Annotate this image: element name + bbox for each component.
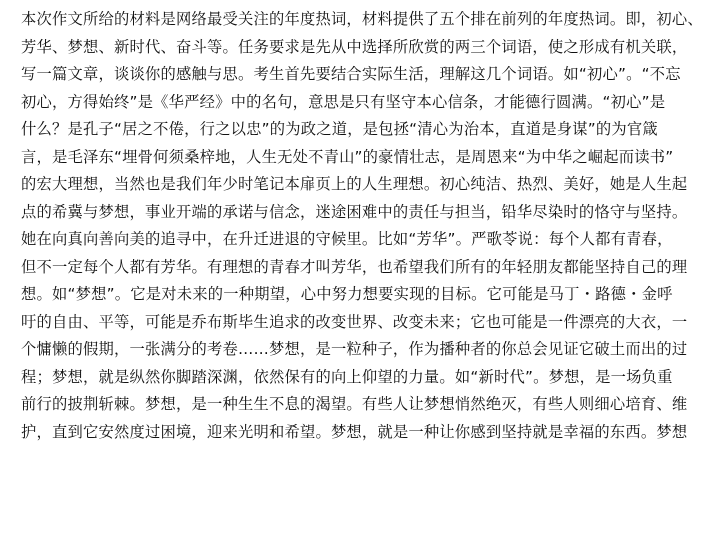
text-line: 芳华、梦想、新时代、奋斗等。任务要求是先从中选择所欣赏的两三个词语，使之形成有机关联，	[21, 37, 688, 56]
document-body	[21, 6, 707, 446]
text-line: 程；梦想，就是纵然你脚踏深渊，依然保有的向上仰望的力量。如“新时代”。梦想，是一场负重	[21, 367, 673, 386]
text-line: 点的希冀与梦想，事业开端的承诺与信念，迷途困难中的责任与担当，铅华尽染时的恪守与坚持。	[21, 202, 688, 221]
text-line: 她在向真向善向美的追寻中，在升迁进退的守候里。比如“芳华”。严歌苓说：每个人都有青春，	[21, 230, 673, 248]
text-line: 护，直到它安然度过困境，迎来光明和希望。梦想，就是一种让你感到坚持就是幸福的东西。梦想	[21, 422, 688, 441]
text-line: 想。如“梦想”。它是对未来的一种期望，心中努力想要实现的目标。它可能是马丁・路德・金呼	[21, 285, 673, 303]
text-line: 个慵懒的假期，一张满分的考卷……梦想，是一粒种子，作为播种者的你总会见证它破土而出的过	[21, 340, 688, 358]
text-line: 言，是毛泽东“埋骨何须桑梓地，人生无处不青山”的豪情壮志，是周恩来“为中华之崛起而读书”	[21, 147, 674, 166]
text-line: 什么？是孔子“居之不倦，行之以忠”的为政之道，是包拯“清心为治本，直道是身谋”的为官箴	[21, 120, 658, 138]
text-line: 但不一定每个人都有芳华。有理想的青春才叫芳华，也希望我们所有的年轻朋友都能坚持自己的理	[21, 257, 688, 276]
text-line: 前行的披荆斩棘。梦想，是一种生生不息的渴望。有些人让梦想悄然绝灭，有些人则细心培育、维	[21, 395, 688, 413]
text-line: 吁的自由、平等，可能是乔布斯毕生追求的改变世界、改变未来；它也可能是一件漂亮的大衣，一	[21, 312, 688, 331]
text-line: 初心，方得始终”是《华严经》中的名句，意思是只有坚守本心信条，才能德行圆满。“初心”是	[21, 92, 666, 111]
text-line: 写一篇文章，谈谈你的感触与思。考生首先要结合实际生活，理解这几个词语。如“初心”。“不忘	[21, 65, 681, 83]
text-line: 本次作文所给的材料是网络最受关注的年度热词，材料提供了五个排在前列的年度热词。即，初心、	[21, 10, 703, 28]
text-line: 的宏大理想，当然也是我们年少时笔记本扉页上的人生理想。初心纯洁、热烈、美好，她是人生起	[21, 175, 688, 193]
